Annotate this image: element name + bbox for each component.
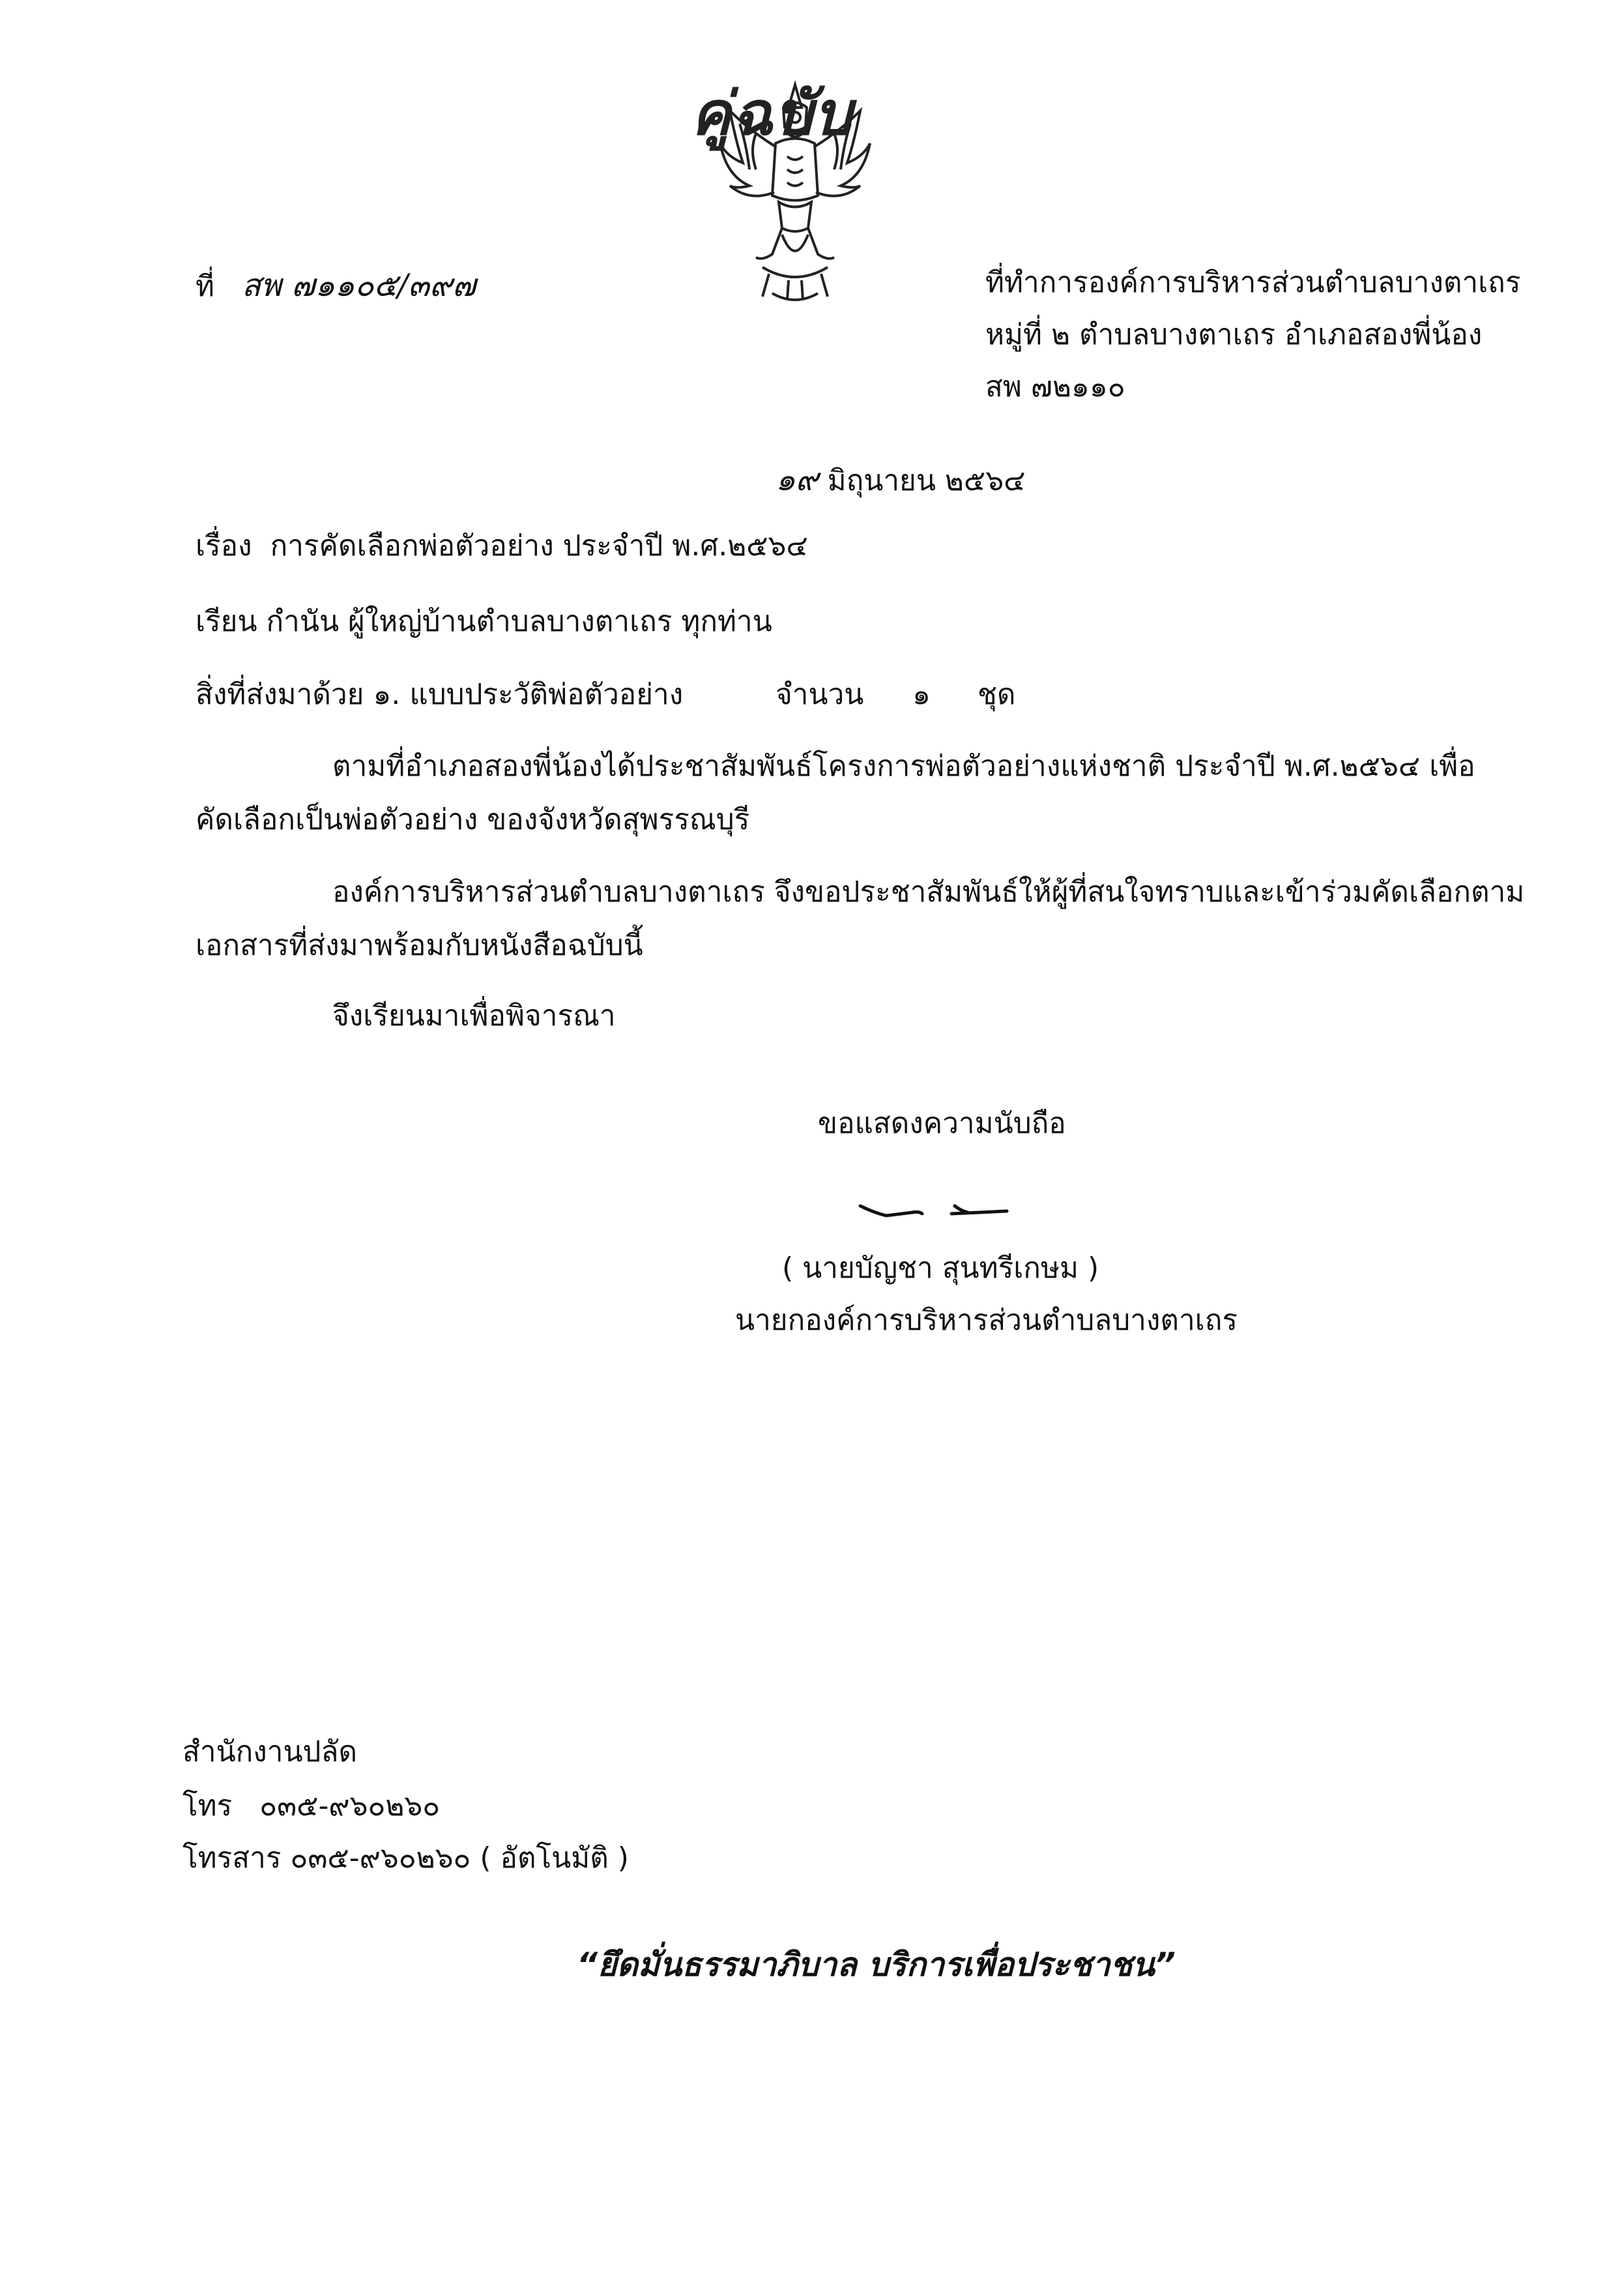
reference-number: สพ ๗๑๑๐๕/๓๙๗ xyxy=(241,267,476,304)
letter-date xyxy=(776,461,1025,499)
telephone-number: ๐๓๕-๙๖๐๒๖๐ xyxy=(259,1789,441,1823)
fax-label: โทรสาร xyxy=(182,1841,282,1875)
office-name: สำนักงานปลัด xyxy=(182,1735,358,1768)
closing-text: ขอแสดงความนับถือ xyxy=(818,1107,1066,1140)
body-paragraph-3: จึงเรียนมาเพื่อพิจารณา xyxy=(332,999,616,1032)
telephone-line xyxy=(182,1789,440,1824)
body-paragraph-2-line-2: เอกสารที่ส่งมาพร้อมกับหนังสือฉบับนี้ xyxy=(196,929,643,962)
enclosure-qty-label: จำนวน xyxy=(776,678,864,711)
reference-line xyxy=(196,267,476,305)
date-month-year: มิถุนายน ๒๕๖๔ xyxy=(827,464,1026,497)
sender-address-line-1: ที่ทำการองค์การบริหารส่วนตำบลบางตาเถร xyxy=(985,266,1521,299)
subject-line xyxy=(196,529,808,564)
fax-line xyxy=(182,1841,629,1876)
copy-stamp: คู่ฉบับ xyxy=(691,78,854,149)
signatory-name: ( นายบัญชา สุนทรีเกษม ) xyxy=(782,1252,1099,1285)
body-paragraph-2-line-1: องค์การบริหารส่วนตำบลบางตาเถร จึงขอประชาสัมพันธ์ให้ผู้ที่สนใจทราบและเข้าร่วมคัดเลือกตาม xyxy=(332,875,1525,909)
enclosure-label: สิ่งที่ส่งมาด้วย xyxy=(196,678,364,711)
motto: “ยึดมั่นธรรมาภิบาล บริการเพื่อประชาชน” xyxy=(577,1946,1176,1984)
recipient-label: เรียน xyxy=(196,605,257,638)
recipient-line xyxy=(196,605,772,639)
signature-icon xyxy=(847,1186,1017,1232)
sender-address-line-2: หมู่ที่ ๒ ตำบลบางตาเถร อำเภอสองพี่น้อง xyxy=(985,318,1483,351)
date-day: ๑๙ xyxy=(776,461,819,498)
sender-address-line-3: สพ ๗๒๑๑๐ xyxy=(985,370,1125,403)
fax-number: ๐๓๕-๙๖๐๒๖๐ ( อัตโนมัติ ) xyxy=(290,1841,629,1875)
enclosure-unit: ชุด xyxy=(978,678,1016,711)
enclosure-label-item xyxy=(196,678,683,712)
body-paragraph-1-line-1: ตามที่อำเภอสองพี่น้องได้ประชาสัมพันธ์โครงการพ่อตัวอย่างแห่งชาติ ประจำปี พ.ศ.๒๕๖๔ เพื่อ xyxy=(332,750,1475,783)
recipient-text: กำนัน ผู้ใหญ่บ้านตำบลบางตาเถร ทุกท่าน xyxy=(266,605,772,638)
subject-label: เรื่อง xyxy=(196,529,252,563)
telephone-label: โทร xyxy=(182,1789,233,1823)
signatory-title: นายกองค์การบริหารส่วนตำบลบางตาเถร xyxy=(735,1304,1238,1337)
enclosure-qty: ๑ xyxy=(912,678,931,711)
subject-text: การคัดเลือกพ่อตัวอย่าง ประจำปี พ.ศ.๒๕๖๔ xyxy=(270,529,808,563)
body-paragraph-1-line-2: คัดเลือกเป็นพ่อตัวอย่าง ของจังหวัดสุพรรณบุรี xyxy=(196,803,750,836)
reference-label: ที่ xyxy=(196,270,215,303)
enclosure-item: ๑. แบบประวัติพ่อตัวอย่าง xyxy=(373,678,684,711)
